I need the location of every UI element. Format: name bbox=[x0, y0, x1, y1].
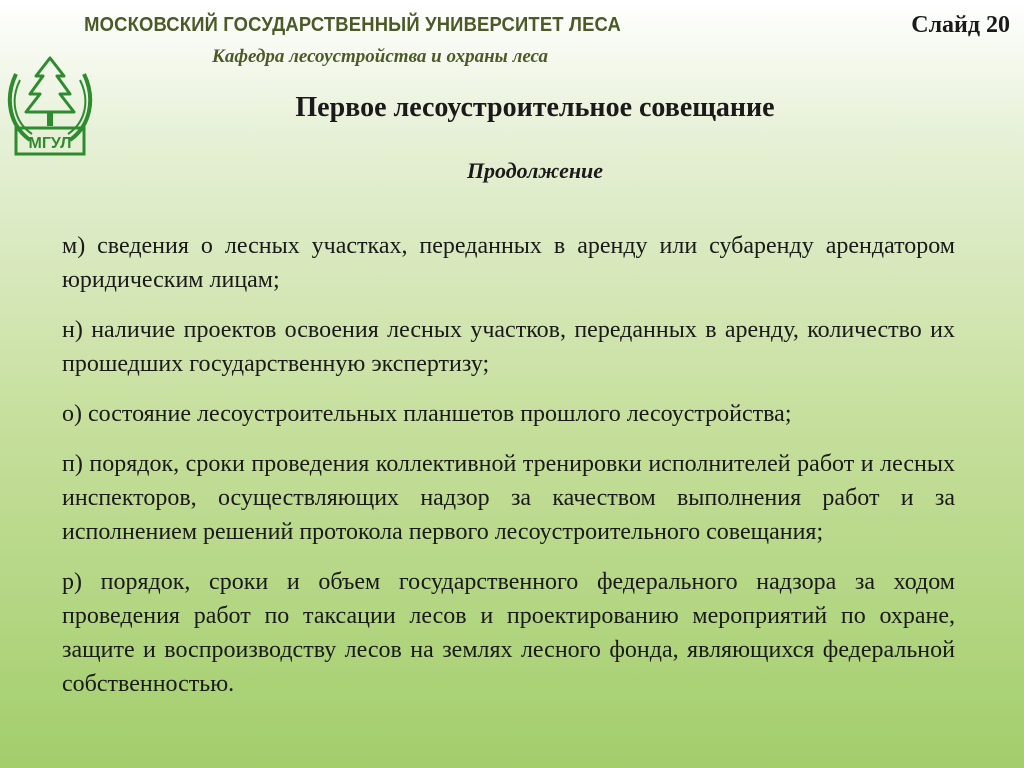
university-tree-emblem-icon bbox=[6, 54, 94, 160]
paragraph-o: о) состояние лесоустроительных планшетов прошлого лесоустройства; bbox=[62, 401, 792, 427]
logo-text: МГУЛ bbox=[28, 135, 72, 152]
slide-content bbox=[62, 229, 955, 717]
paragraph-p: п) порядок, сроки проведения коллективной тренировки исполнителей работ и лесных инспекторов, осуществляющих надзор за качеством выполнения работ и за исполнением решений протокола первого лесоустроительного совещания; bbox=[62, 451, 955, 545]
paragraph-r: р) порядок, сроки и объем государственного федерального надзора за ходом проведения работ по таксации лесов и проектированию мероприятий по охране, защите и воспроизводству лесов на землях лесного фонда, являющихся федеральной собственностью. bbox=[62, 569, 955, 697]
department-name: Кафедра лесоустройства и охраны леса bbox=[212, 46, 548, 67]
paragraph-m: м) сведения о лесных участках, переданных в аренду или субаренду арендатором юридическим лицам; bbox=[62, 233, 955, 293]
slide-title: Первое лесоустроительное совещание bbox=[295, 92, 775, 123]
slide-subtitle: Продолжение bbox=[466, 158, 604, 183]
university-name: МОСКОВСКИЙ ГОСУДАРСТВЕННЫЙ УНИВЕРСИТЕТ ЛЕСА bbox=[84, 14, 622, 36]
slide-number: Слайд 20 bbox=[911, 12, 1010, 38]
paragraph-n: н) наличие проектов освоения лесных участков, переданных в аренду, количество их прошедших государственную экспертизу; bbox=[62, 317, 955, 377]
